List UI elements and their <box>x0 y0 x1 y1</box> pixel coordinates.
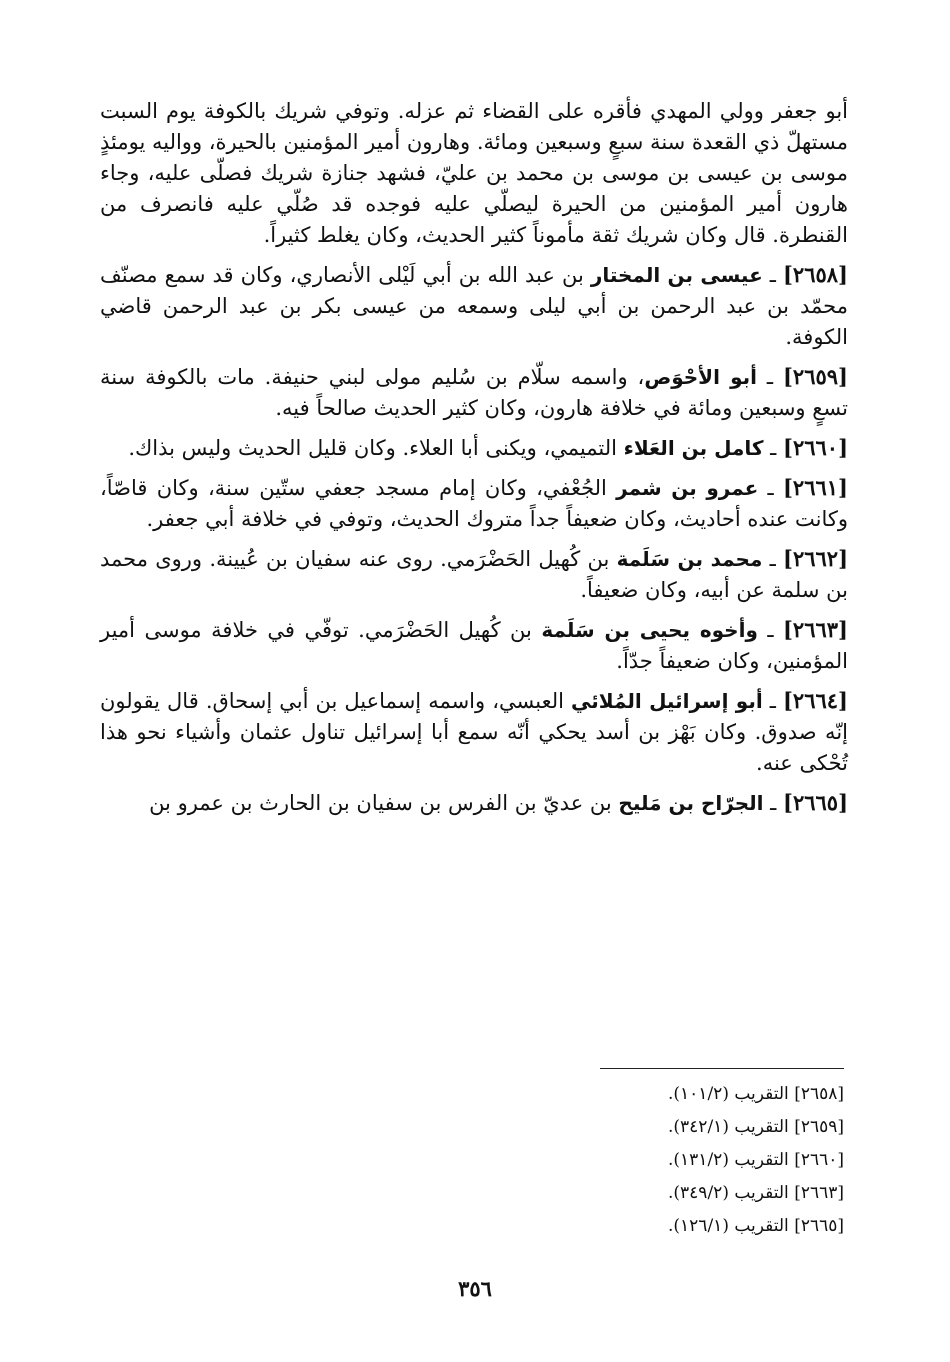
entry-name: أبو إسرائيل المُلائي <box>571 689 763 713</box>
footnotes <box>560 1078 844 1243</box>
biography-entry <box>100 361 848 424</box>
entry-number: [٢٦٦٠] <box>783 435 848 460</box>
entry-dash: ـ <box>757 365 783 389</box>
entry-number: [٢٦٦٥] <box>783 790 848 815</box>
biography-entry <box>100 432 848 464</box>
entry-number: [٢٦٥٨] <box>782 262 848 287</box>
entry-text: بن كُهيل الحَضْرَمي. روى عنه سفيان بن عُيينة. وروى محمد بن سلمة عن أبيه، وكان ضعيفاً. <box>100 547 848 602</box>
entry-text: التميمي، ويكنى أبا العلاء. وكان قليل الحديث وليس بذاك. <box>128 436 624 460</box>
footnote-separator <box>600 1068 844 1069</box>
biography-entry <box>100 685 848 779</box>
entry-name: عمرو بن شمر <box>616 476 759 500</box>
footnote: [٢٦٦٥] التقريب (١٢٦/١). <box>668 1216 844 1236</box>
entry-number: [٢٦٥٩] <box>782 364 848 389</box>
entry-number: [٢٦٦١] <box>782 475 848 500</box>
entry-dash: ـ <box>757 618 783 642</box>
entry-dash: ـ <box>762 547 783 571</box>
entry-dash: ـ <box>762 263 783 287</box>
entry-dash: ـ <box>762 689 783 713</box>
main-text <box>100 96 848 819</box>
entry-text: ، واسمه سلّام بن سُليم مولى لبني حنيفة. مات بالكوفة سنة تسعٍ وسبعين ومائة في خلافة هارون، وكان كثير الحديث صالحاً فيه. <box>100 365 848 420</box>
biography-entry <box>100 787 848 819</box>
footnote: [٢٦٦٠] التقريب (١٣١/٢). <box>668 1150 844 1170</box>
entry-name: عيسى بن المختار <box>590 263 763 287</box>
entry-dash: ـ <box>763 436 783 460</box>
entry-dash: ـ <box>758 476 783 500</box>
entry-name: كامل بن العَلاء <box>623 436 764 460</box>
entry-text: بن كُهيل الحَضْرَمي. توفّي في خلافة موسى أمير المؤمنين، وكان ضعيفاً جدّاً. <box>100 618 848 673</box>
biography-entry <box>100 543 848 606</box>
entry-text: العبسي، واسمه إسماعيل بن أبي إسحاق. قال يقولون إنّه صدوق. وكان بَهْز بن أسد يحكي أنّه سمع أبا إسرائيل تناول عثمان وأشياء نحو هذا تُحْكى عنه. <box>100 689 848 775</box>
page-number: ٣٥٦ <box>458 1276 492 1301</box>
entry-text: بن عديّ بن الفرس بن سفيان بن الحارث بن عمرو بن <box>149 791 619 815</box>
entry-number: [٢٦٦٢] <box>783 546 848 571</box>
entry-dash: ـ <box>763 791 783 815</box>
entry-name: محمد بن سَلَمة <box>616 547 763 571</box>
entry-name: الجرّاح بن مَليح <box>618 791 764 815</box>
entry-text: الجُعْفي، وكان إمام مسجد جعفي ستّين سنة، وكان قاصّاً، وكانت عنده أحاديث، وكان ضعيفاً جداً متروك الحديث، وتوفي في خلافة أبي جعفر. <box>100 476 848 531</box>
entry-number: [٢٦٦٤] <box>782 688 848 713</box>
entry-name: أبو الأحْوَص <box>644 365 758 389</box>
biography-entry <box>100 472 848 535</box>
biography-entry <box>100 614 848 677</box>
footnote: [٢٦٦٣] التقريب (٣٤٩/٢). <box>668 1183 844 1203</box>
footnote: [٢٦٥٩] التقريب (٣٤٢/١). <box>668 1117 844 1137</box>
intro-paragraph: أبو جعفر وولي المهدي فأقره على القضاء ثم عزله. وتوفي شريك بالكوفة يوم السبت مستهلّ ذي القعدة سنة سبعٍ وسبعين ومائة. وهارون أمير المؤمنين بالحيرة، وواليه يومئذٍ موسى بن عيسى بن موسى بن محمد بن عليّ، فشهد جنازة شريك فصلّى عليه، وجاء هارون أمير المؤمنين من الحيرة ليصلّي عليه فوجده قد صُلّي عليه فانصرف من القنطرة. قال وكان شريك ثقة مأموناً كثير الحديث، وكان يغلط كثيراً. <box>100 99 849 247</box>
biography-entry <box>100 259 848 353</box>
entry-name: وأخوه يحيى بن سَلَمة <box>541 618 758 642</box>
footnote: [٢٦٥٨] التقريب (١٠١/٢). <box>668 1084 844 1104</box>
entry-number: [٢٦٦٣] <box>782 617 848 642</box>
entry-text: بن عبد الله بن أبي لَيْلى الأنصاري، وكان قد سمع مصنّف محمّد بن عبد الرحمن بن أبي ليلى وسمعه من عيسى بكر بن عبد الرحمن قاضي الكوفة. <box>100 263 848 349</box>
